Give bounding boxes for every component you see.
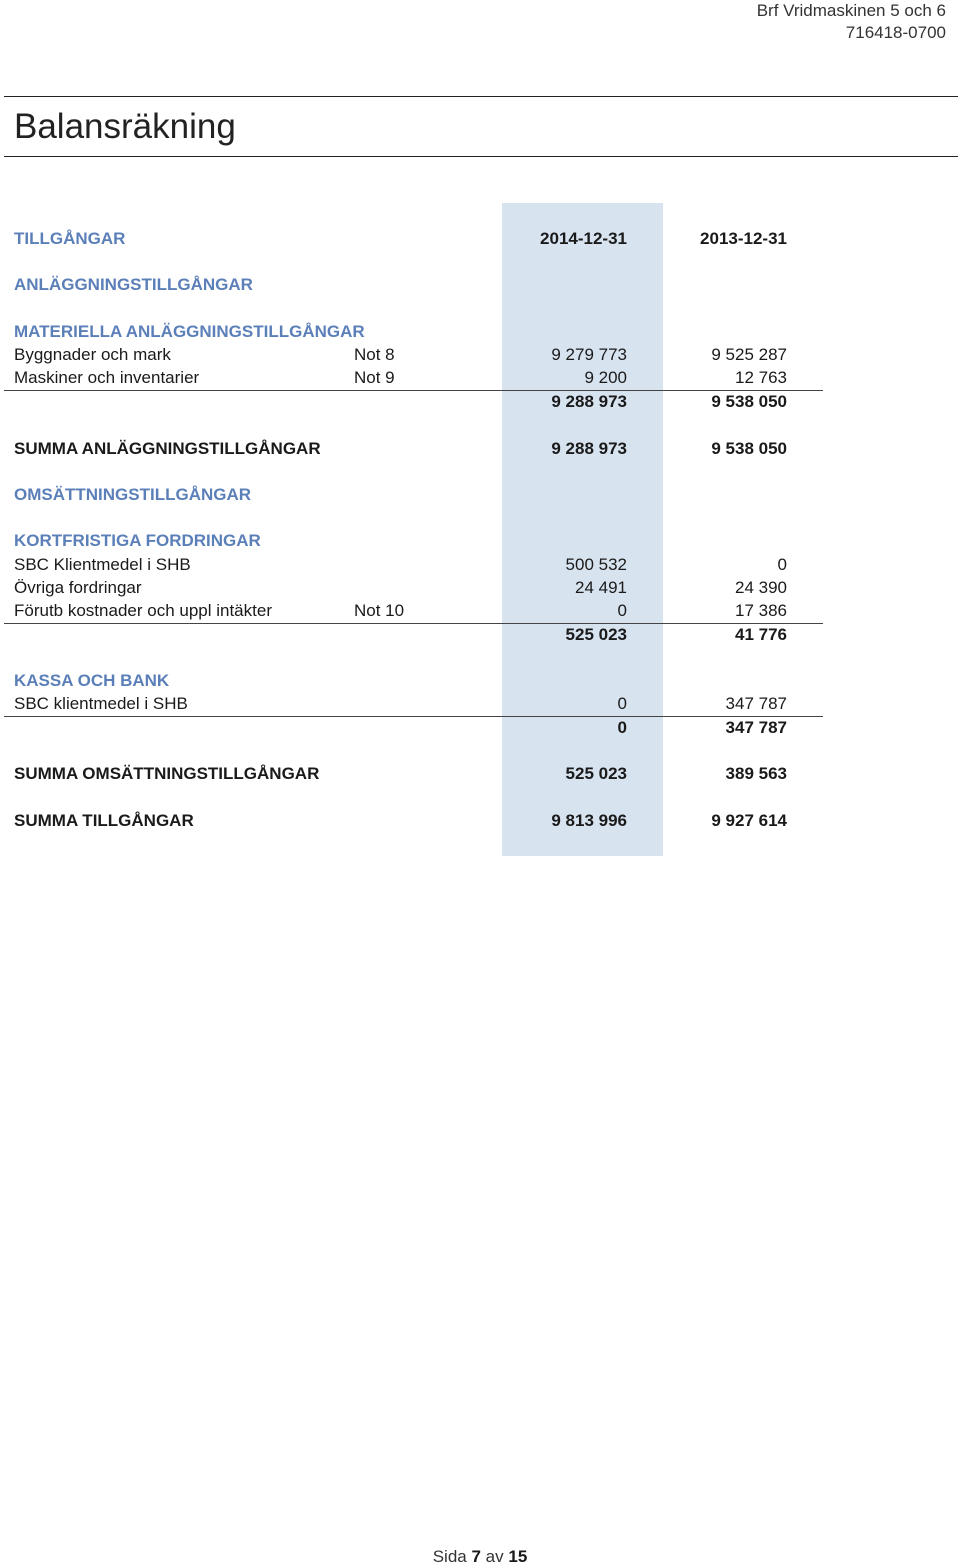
subtotal-row [0,716,960,739]
section-heading-row [0,273,960,296]
subtotal-year2: 9 538 050 [711,392,787,411]
summa-anlaggning-year1: 9 288 973 [551,439,627,458]
column-header-row [0,227,960,250]
table-row [0,343,960,366]
summa-omsattning-label: SUMMA OMSÄTTNINGSTILLGÅNGAR [14,764,320,783]
row-value-year2: 12 763 [735,368,787,387]
title-divider-top [4,96,958,97]
title-divider-bottom [4,156,958,157]
row-label: SBC klientmedel i SHB [14,694,188,713]
row-note: Not 8 [354,345,395,364]
row-label: SBC Klientmedel i SHB [14,555,191,574]
summa-tillgangar-year2: 9 927 614 [711,811,787,830]
row-value-year1: 0 [617,694,627,713]
table-row [0,366,960,389]
section-heading-row [0,483,960,506]
summa-anlaggning-year2: 9 538 050 [711,439,787,458]
page-footer [0,1546,960,1568]
row-value-year2: 0 [777,555,787,574]
kassa-heading: KASSA OCH BANK [14,671,170,690]
kortfristiga-heading: KORTFRISTIGA FORDRINGAR [14,531,261,550]
year1-header: 2014-12-31 [540,229,627,248]
subsection-heading-row [0,669,960,692]
subtotal-year1: 525 023 [565,625,627,644]
footer-middle: av [485,1547,504,1566]
row-value-year1: 9 200 [584,368,627,387]
footer-prefix: Sida [432,1547,467,1566]
subtotal-row [0,390,960,413]
row-value-year2: 24 390 [735,578,787,597]
grand-total-row [0,809,960,832]
footer-page-total: 15 [508,1547,528,1566]
row-value-year1: 500 532 [565,555,627,574]
summa-anlaggning-label: SUMMA ANLÄGGNINGSTILLGÅNGAR [14,439,321,458]
subsection-heading-row [0,529,960,552]
page-title: Balansräkning [14,107,236,146]
subtotal-year1: 0 [617,718,627,737]
anlaggningstillgangar-heading: ANLÄGGNINGSTILLGÅNGAR [14,275,253,294]
total-row [0,762,960,785]
table-row [0,599,960,622]
subsection-heading-row [0,320,960,343]
subtotal-row [0,623,960,646]
table-row [0,692,960,715]
summa-omsattning-year1: 525 023 [565,764,627,783]
omsattningstillgangar-heading: OMSÄTTNINGSTILLGÅNGAR [14,485,252,504]
row-label: Förutb kostnader och uppl intäkter [14,601,272,620]
row-value-year1: 9 279 773 [551,345,627,364]
org-header [757,0,946,44]
row-label: Byggnader och mark [14,345,171,364]
summa-tillgangar-year1: 9 813 996 [551,811,627,830]
summa-omsattning-year2: 389 563 [725,764,787,783]
row-value-year2: 347 787 [725,694,787,713]
summa-tillgangar-label: SUMMA TILLGÅNGAR [14,811,194,830]
row-value-year2: 9 525 287 [711,345,787,364]
org-number: 716418-0700 [845,23,946,42]
subtotal-year2: 347 787 [725,718,787,737]
footer-page-number: 7 [471,1547,481,1566]
total-row [0,437,960,460]
row-value-year2: 17 386 [735,601,787,620]
row-label: Maskiner och inventarier [14,368,200,387]
subtotal-year1: 9 288 973 [551,392,627,411]
org-name: Brf Vridmaskinen 5 och 6 [756,1,946,20]
subtotal-year2: 41 776 [735,625,787,644]
materiella-heading: MATERIELLA ANLÄGGNINGSTILLGÅNGAR [14,322,365,341]
row-value-year1: 0 [617,601,627,620]
row-note: Not 9 [354,368,395,387]
table-row [0,576,960,599]
table-row [0,553,960,576]
row-label: Övriga fordringar [14,578,142,597]
year2-header: 2013-12-31 [700,229,787,248]
row-note: Not 10 [354,601,405,620]
row-value-year1: 24 491 [575,578,627,597]
tillgangar-heading: TILLGÅNGAR [14,229,126,248]
